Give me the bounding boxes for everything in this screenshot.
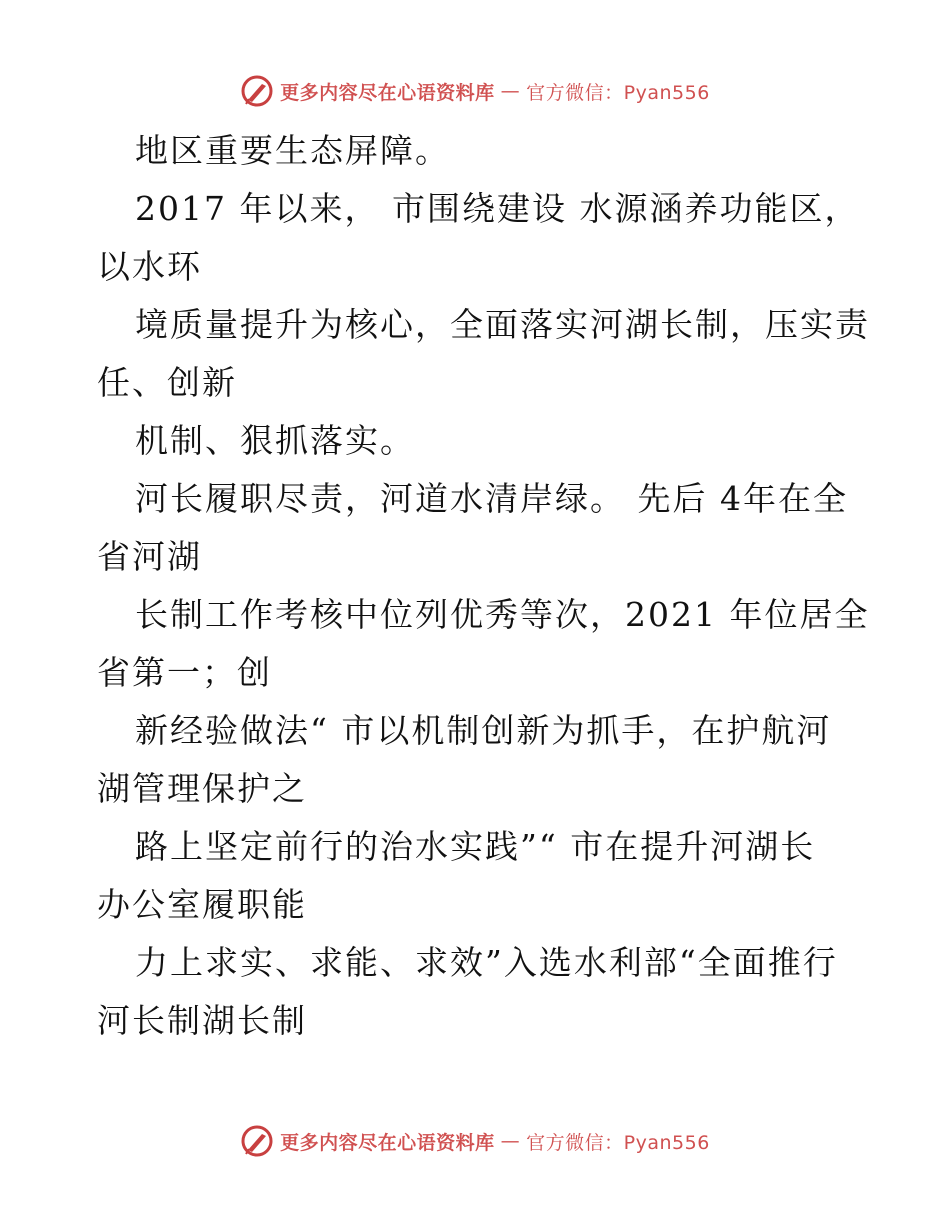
body-line: 新经验做法“ 市以机制创新为抓手，在护航河 [135, 711, 832, 750]
body-line: 以水环 [97, 247, 202, 286]
body-line: 办公室履职能 [97, 885, 307, 924]
watermark-dash: — [500, 1130, 521, 1152]
body-line: 河长制湖长制 [97, 1001, 307, 1040]
body-line: 长制工作考核中位列优秀等次，2021 年位居全 [135, 595, 870, 634]
document-body [97, 122, 870, 1050]
body-line: 省河湖 [97, 537, 202, 576]
body-line: 湖管理保护之 [97, 769, 307, 808]
body-line: 境质量提升为核心，全面落实河湖长制，压实责 [135, 305, 870, 344]
quill-pen-icon [240, 74, 274, 108]
footer-watermark [0, 1124, 950, 1158]
body-line: 路上坚定前行的治水实践”“ 市在提升河湖长 [135, 827, 816, 866]
body-line: 河长履职尽责，河道水清岸绿。 先后 4年在全 [135, 479, 848, 518]
quill-pen-icon [240, 1124, 274, 1158]
body-line: 任、创新 [97, 363, 237, 402]
header-watermark [0, 74, 950, 108]
watermark-suffix: 官方微信：Pyan556 [526, 1131, 710, 1154]
body-line: 机制、狠抓落实。 [135, 421, 415, 460]
watermark-suffix: 官方微信：Pyan556 [526, 81, 710, 104]
watermark-text: 更多内容尽在心语资料库 [280, 1131, 495, 1154]
body-line: 2017 年以来， 市围绕建设 水源涵养功能区， [135, 189, 860, 228]
body-line: 省第一；创 [97, 653, 272, 692]
body-line: 地区重要生态屏障。 [135, 131, 450, 170]
watermark-text: 更多内容尽在心语资料库 [280, 81, 495, 104]
watermark-dash: — [500, 80, 521, 102]
body-line: 力上求实、求能、求效”入选水利部“全面推行 [135, 943, 838, 982]
